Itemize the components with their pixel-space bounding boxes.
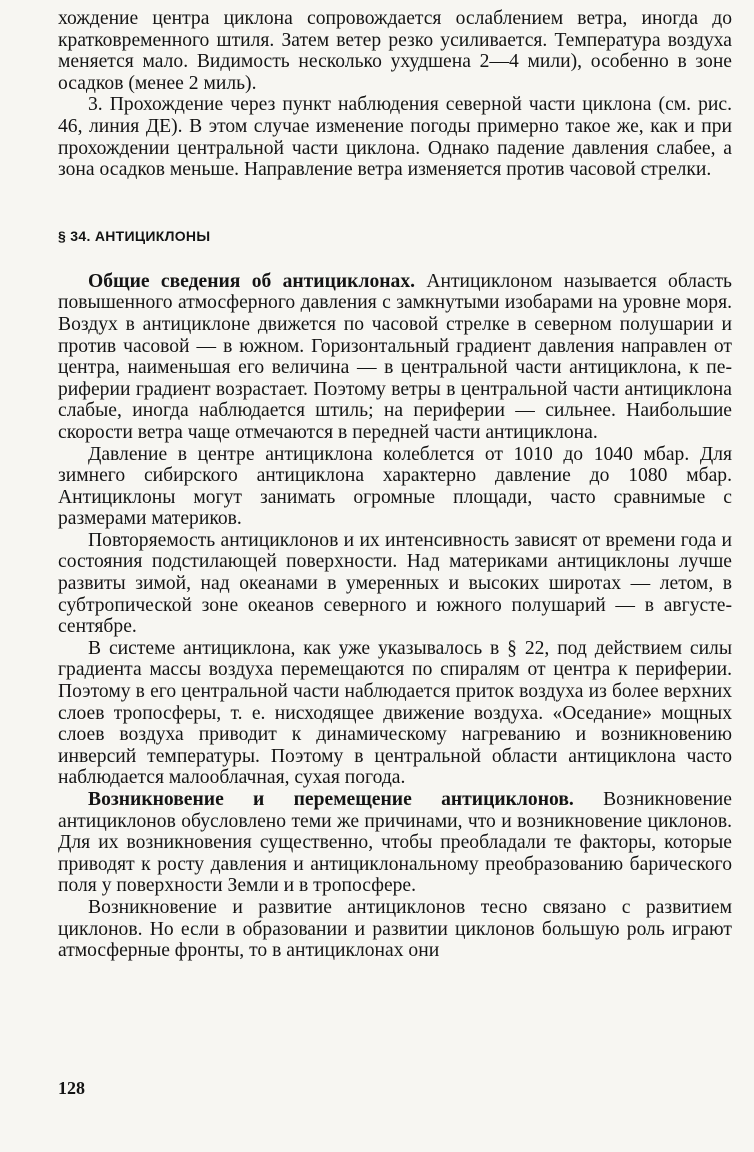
spacer	[58, 181, 732, 228]
paragraph-north-passage: 3. Прохождение через пункт наблюдения северной части циклона (см. рис. 46, линия ДЕ). В этом случае изменение погоды примерно такое же, как и при прохождении центральной части циклона. Однако падение давления слабее, а зона осадков меньше. Направление ветра изменяется против часовой стрелки.	[58, 94, 732, 181]
page-number: 128	[58, 1078, 85, 1098]
paragraph-lead-origin: Возникновение и перемещение антициклонов.	[88, 789, 574, 810]
paragraph-frequency: Повторяемость антициклонов и их интенсивность зависят от времени года и состояния подстилающей поверхности. Над материками антициклоны лучше развиты зимой, над океанами в умеренных и высоких широтах — летом, в субтропической зоне океанов северного и южного полушарий — в августе-сентябре.	[58, 529, 732, 638]
spacer	[58, 244, 732, 271]
paragraph-pressure: Давление в центре антициклона колеблется от 1010 до 1040 мбар. Для зимнего сибирского антициклона характерно давление до 1080 мбар. Антициклоны могут занимать огромные площади, часто сравнимые с размерами материков.	[58, 443, 732, 530]
paragraph-continued: хождение центра циклона сопровождается ослаблением ветра, иногда до кратковременного штиля. Затем ветер резко усиливается. Температура воздуха меняется мало. Видимость несколько ухудшена 2—4 мили), особенно в зоне осадков (менее 2 миль).	[58, 8, 732, 94]
section-heading: § 34. АНТИЦИКЛОНЫ	[58, 227, 211, 244]
paragraph-lead-general: Общие сведения об антициклонах.	[88, 270, 416, 292]
paragraph-system: В системе антициклона, как уже указывалось в § 22, под действием силы градиента массы воздуха перемещаются по спиралям от центра к периферии. Поэтому в его центральной части наблюдается приток воздуха из более верхних слоев тропосферы, т. е. нисходящее движение воздуха. «Оседание» мощных слоев воздуха приводит к динамическому нагреванию и возникновению инверсий температуры. Поэтому в центральной области антициклона часто наблюдается малооблачная, сухая погода.	[58, 637, 732, 789]
paragraph-origin	[58, 789, 732, 897]
paragraph-development: Возникновение и развитие антициклонов тесно связано с развитием циклонов. Но если в образовании и развитии циклонов большую роль играют атмосферные фронты, то в антициклонах они	[58, 896, 732, 962]
paragraph-origin-text: Возникновение антициклонов обусловлено теми же причинами, что и возникновение циклонов. Для их возникновения существенно, чтобы преобладали те факторы, которые приводят к росту давления и антициклональному преобразованию барического поля у поверхности Земли и в тропосфере.	[58, 789, 732, 897]
paragraph-general-text: Антициклоном называется область повышенного атмосферного давления с замкнутыми изобарами на уровне моря. Воздух в антициклоне движется по часовой стрелке в северном полушарии и против часовой — в южном. Горизонтальный градиент давления направлен от центра, наименьшая его величина — в центральной части антициклона, к периферии градиент возрастает. Поэтому ветры в центральной части антициклона слабые, иногда наблюдается штиль; на периферии — сильнее. Наибольшие скорости ветра чаще отмечаются в передней части антициклона.	[58, 270, 732, 443]
paragraph-general	[58, 271, 732, 444]
